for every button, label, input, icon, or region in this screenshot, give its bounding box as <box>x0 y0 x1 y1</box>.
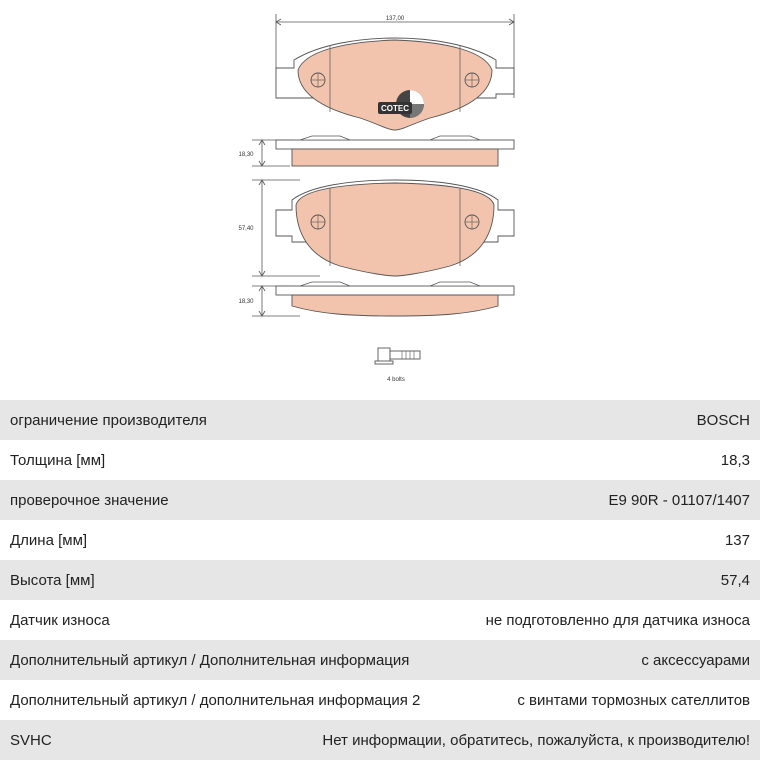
spec-value: 18,3 <box>720 451 750 469</box>
bolts-caption: 4 bolts <box>387 377 405 383</box>
spec-value: не подготовленно для датчика износа <box>485 611 750 629</box>
spec-value: Нет информации, обратитесь, пожалуйста, к производителю! <box>322 731 750 749</box>
dim-thickness-top-label: 18,30 <box>238 152 254 158</box>
pad-top <box>276 38 514 130</box>
bolt-icon <box>375 348 420 364</box>
spec-value: с аксессуарами <box>641 651 750 669</box>
logo-text: COTEC <box>381 104 409 113</box>
table-row <box>0 440 760 480</box>
spec-label: Дополнительный артикул / дополнительная информация 2 <box>10 691 421 709</box>
specs-table <box>0 400 760 760</box>
spec-label: Толщина [мм] <box>10 451 106 469</box>
table-row <box>0 400 760 440</box>
pad-bottom-side-view <box>276 282 514 316</box>
spec-label: Датчик износа <box>10 611 110 629</box>
table-row <box>0 680 760 720</box>
spec-value: E9 90R - 01107/1407 <box>608 491 750 509</box>
spec-value: BOSCH <box>696 411 750 429</box>
spec-label: ограничение производителя <box>10 411 207 429</box>
table-row <box>0 520 760 560</box>
spec-value: 57,4 <box>720 571 750 589</box>
spec-label: Длина [мм] <box>10 531 88 549</box>
dim-thickness-bottom-label: 18,30 <box>238 299 254 305</box>
table-row <box>0 640 760 680</box>
spec-label: проверочное значение <box>10 491 169 509</box>
table-row <box>0 600 760 640</box>
pad-top-side-view <box>276 136 514 166</box>
table-row <box>0 560 760 600</box>
spec-label: Дополнительный артикул / Дополнительная информация <box>10 651 410 669</box>
table-row <box>0 720 760 760</box>
spec-label: SVHC <box>10 731 52 749</box>
spec-label: Высота [мм] <box>10 571 95 589</box>
pad-bottom <box>276 180 514 276</box>
spec-value: 137 <box>724 531 750 549</box>
dim-width-label: 137,00 <box>385 16 405 22</box>
spec-value: с винтами тормозных сателлитов <box>517 691 750 709</box>
table-row <box>0 480 760 520</box>
dim-height-label: 57,40 <box>238 226 254 232</box>
